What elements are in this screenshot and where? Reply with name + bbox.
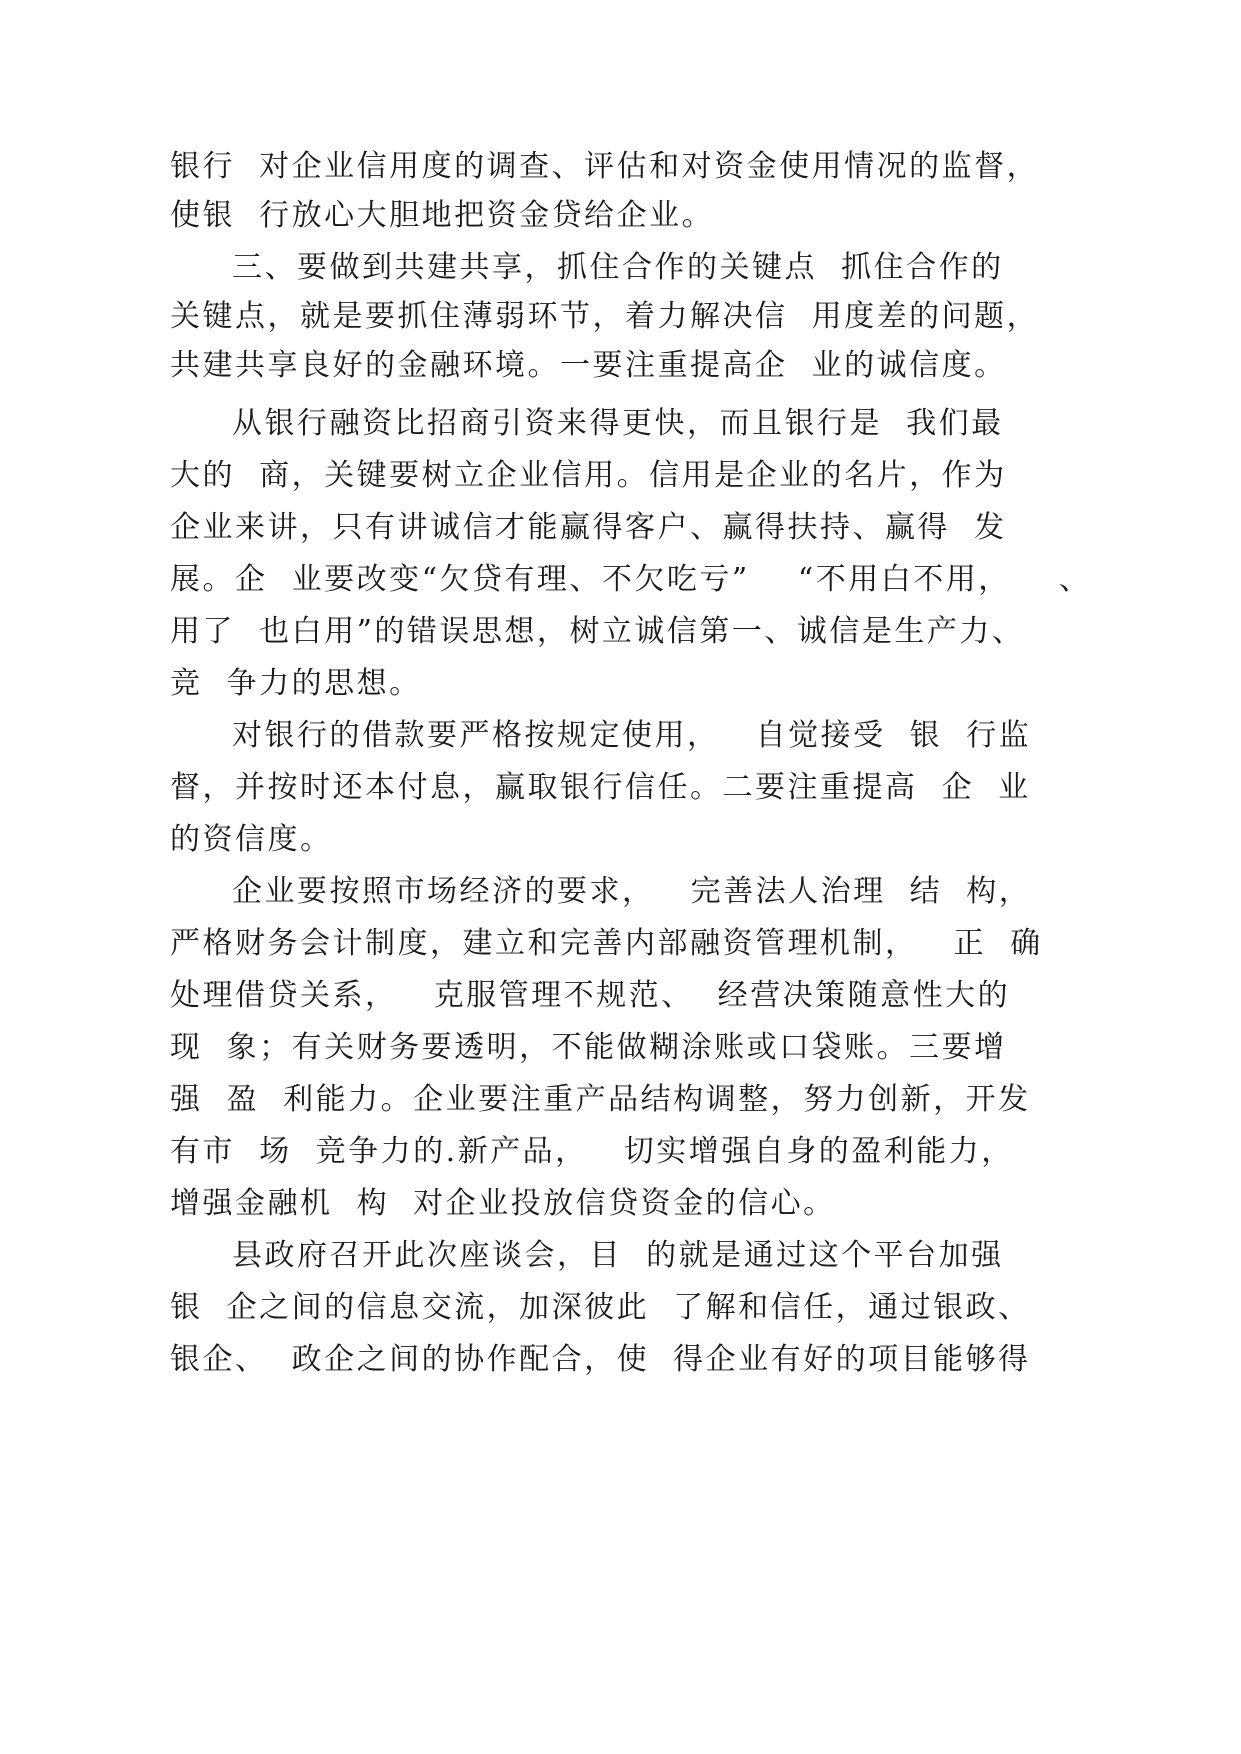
text-line: 有市 场 竞争力的.新产品， 切实增强自身的盈利能力， [170, 1134, 1014, 1169]
text-line: 竞 争力的思想。 [170, 666, 422, 701]
text-line: 用了 也白用”的错误思想，树立诚信第一、诚信是生产力、 [170, 614, 1025, 649]
text-line: 银行 对企业信用度的调查、评估和对资金使用情况的监督， [170, 149, 1040, 184]
text-line: 银企、 政企之间的协作配合，使 得企业有好的项目能够得 [170, 1342, 1031, 1377]
text-line: 督，并按时还本付息，赢取银行信任。二要注重提高 企 业 [170, 770, 1031, 805]
text-line: 增强金融机 构 对企业投放信贷资金的信心。 [170, 1186, 836, 1221]
text-line: 的资信度。 [170, 822, 333, 857]
text-line: 银 企之间的信息交流，加深彼此 了解和信任，通过银政、 [170, 1290, 1031, 1325]
text-line: 处理借贷关系， 克服管理不规范、 经营决策随意性大的 [170, 978, 1011, 1013]
text-line: 三、要做到共建共享，抓住合作的关键点 抓住合作的 [232, 250, 1004, 285]
text-line: 严格财务会计制度，建立和完善内部融资管理机制， 正 确 [170, 926, 1043, 961]
text-line: 对银行的借款要严格按规定使用， 自觉接受 银 行监 [232, 718, 1032, 753]
text-line: 从银行融资比招商引资来得更快，而且银行是 我们最 [232, 406, 1004, 441]
text-line: 使银 行放心大胆地把资金贷给企业。 [170, 198, 715, 233]
text-line: 企业要按照市场经济的要求， 完善法人治理 结 构， [232, 874, 1032, 909]
text-line: 展。企 业要改变“欠贷有理、不欠吃亏” “不用白不用， 、 [170, 562, 1092, 597]
text-line: 大的 商，关键要树立企业信用。信用是企业的名片，作为 [170, 458, 1007, 493]
text-line: 共建共享良好的金融环境。一要注重提高企 业的诚信度。 [170, 348, 1007, 383]
text-line: 企业来讲，只有讲诚信才能赢得客户、赢得扶持、赢得 发 [170, 510, 1007, 545]
text-line: 强 盈 利能力。企业要注重产品结构调整，努力创新，开发 [170, 1082, 1031, 1117]
text-line: 县政府召开此次座谈会，目 的就是通过这个平台加强 [232, 1238, 1004, 1273]
text-line: 关键点，就是要抓住薄弱环节，着力解决信 用度差的问题， [170, 299, 1040, 334]
text-line: 现 象；有关财务要透明，不能做糊涂账或口袋账。三要增 [170, 1030, 1007, 1065]
